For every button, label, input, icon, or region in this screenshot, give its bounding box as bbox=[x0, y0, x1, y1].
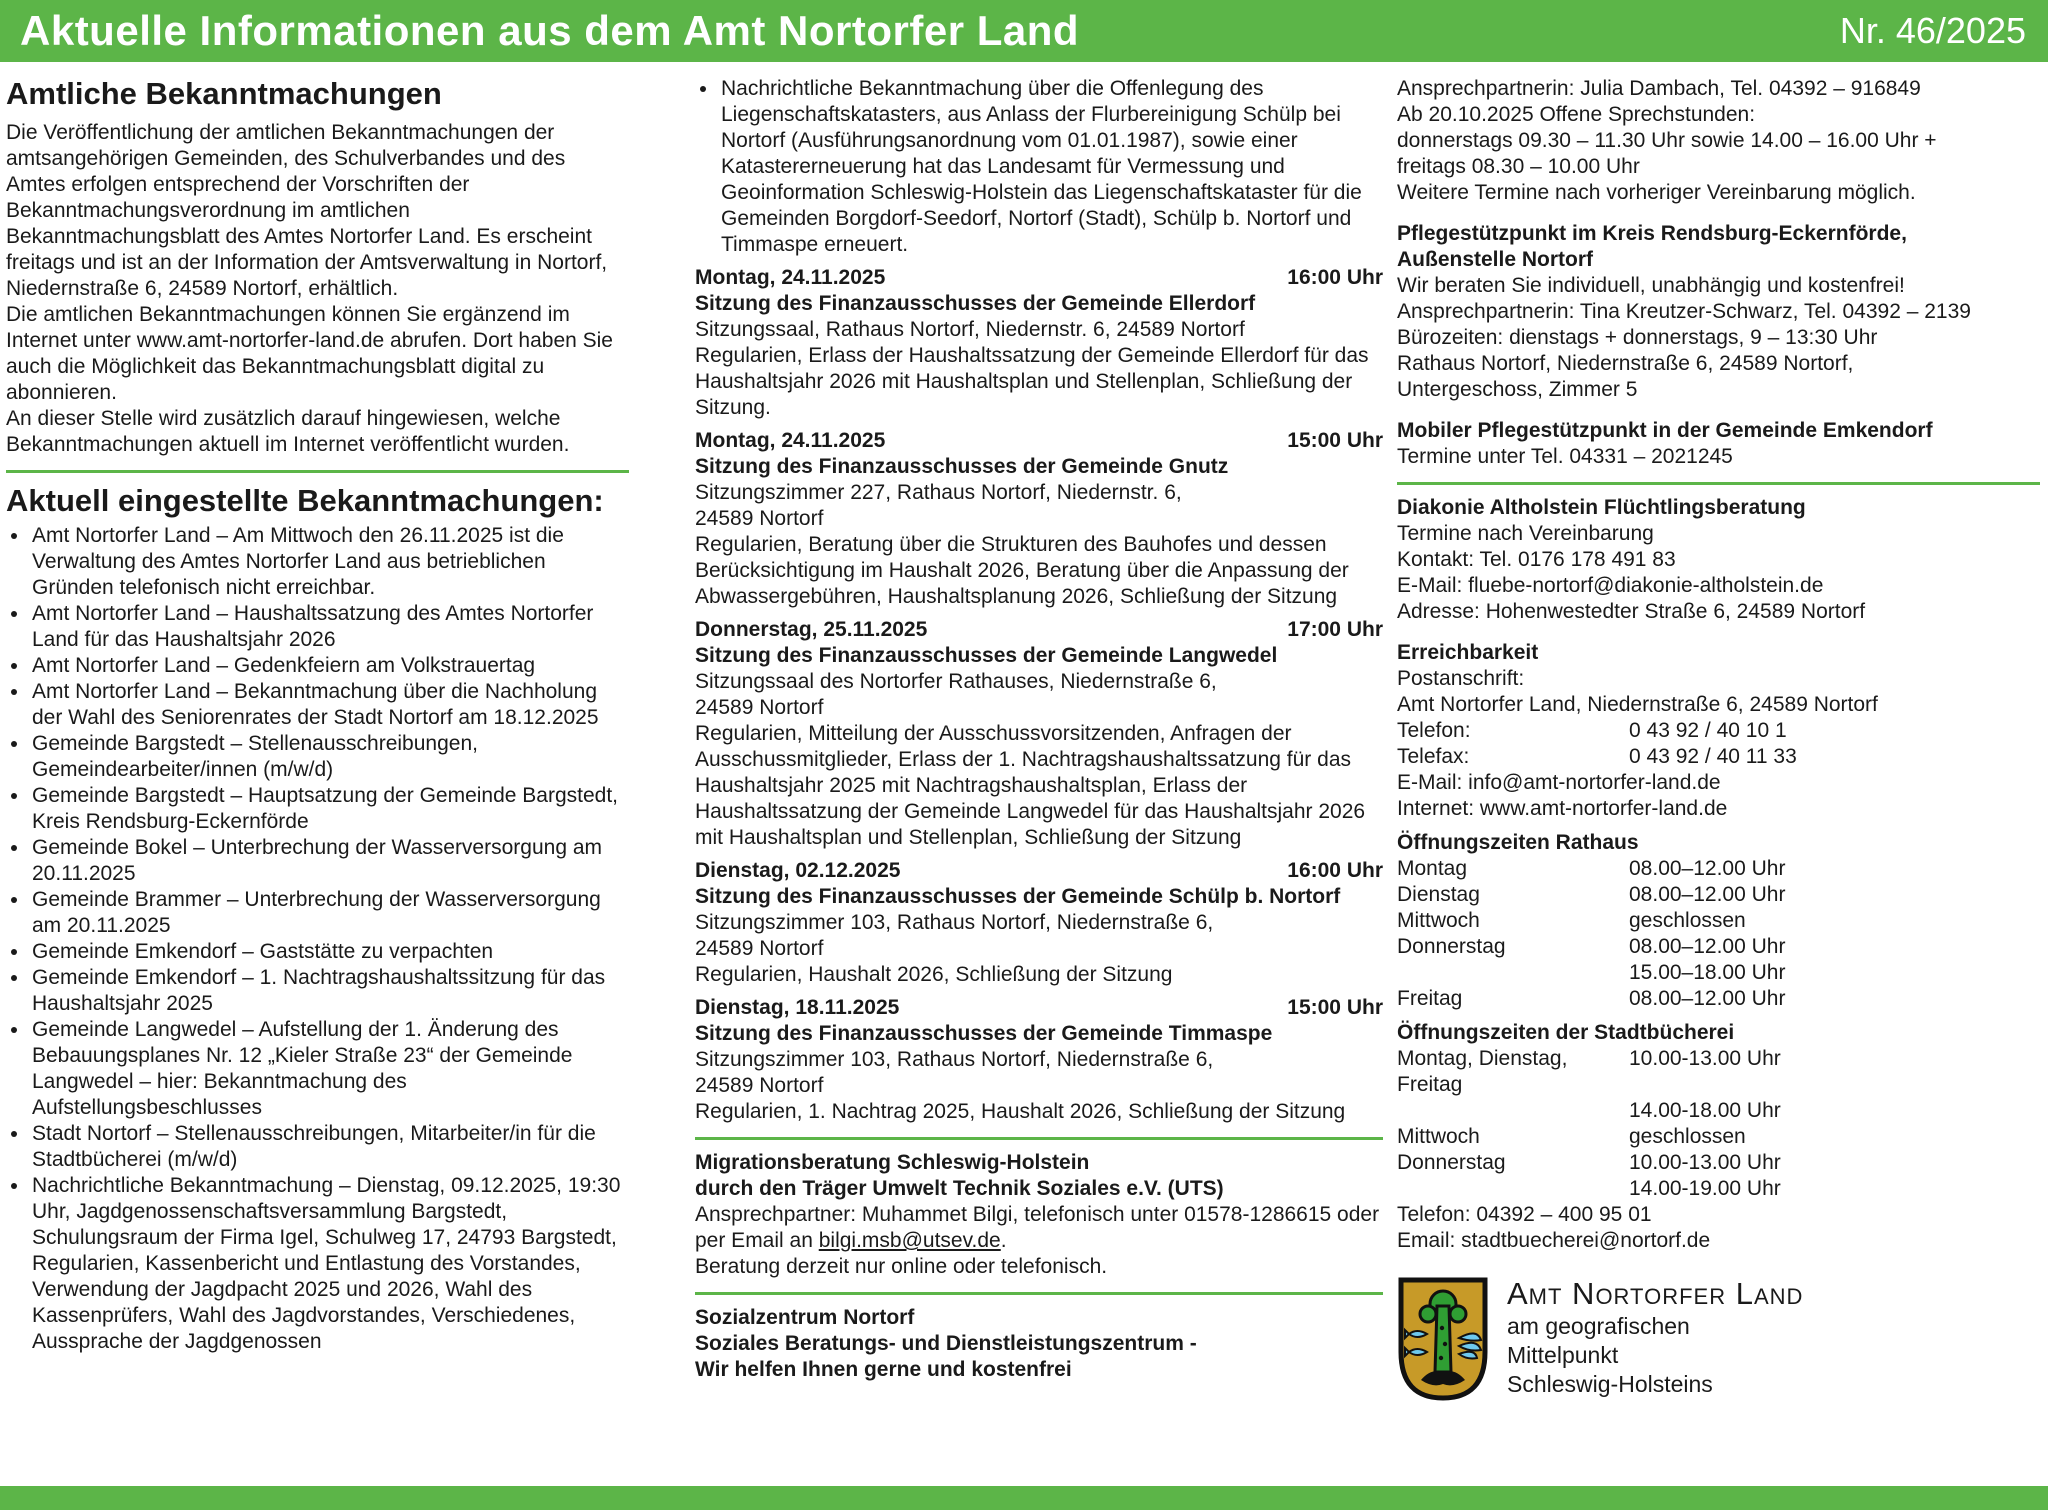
hours-day: Mittwoch bbox=[1397, 909, 1480, 932]
announcement-item: • Amt Nortorfer Land – Bekanntmachung über die Nachholung der Wahl des Seniorenrates der Stadt Nortorf am 18.12.2025 bbox=[30, 679, 629, 731]
column-contacts bbox=[1397, 76, 2040, 1486]
hours-row bbox=[1397, 1150, 2040, 1176]
logo-line: Mittelpunkt bbox=[1507, 1342, 1619, 1368]
meeting-date: Dienstag, 02.12.2025 bbox=[695, 859, 901, 882]
announcement-item: • Amt Nortorfer Land – Am Mittwoch den 26.11.2025 ist die Verwaltung des Amtes Nortorfer Land aus betrieblichen Gründen telefonisch nicht erreichbar. bbox=[30, 523, 629, 601]
paragraph: Die amtlichen Bekanntmachungen können Sie ergänzend im Internet unter www.amt-nortorfer-land.de abrufen. Dort haben Sie auch die Möglichkeit das Bekanntmachungsblatt digital zu abonnieren. bbox=[6, 303, 613, 404]
hours-row bbox=[1397, 1176, 2040, 1202]
meeting-detail-line: 24589 Nortorf bbox=[695, 1074, 824, 1097]
announcement-list bbox=[6, 523, 629, 1355]
hours-time: 10.00-13.00 Uhr bbox=[1629, 1047, 1781, 1070]
meeting-entry bbox=[695, 265, 1383, 421]
logo-name: Amt Nortorfer Land bbox=[1507, 1276, 1804, 1311]
hours-day: Dienstag bbox=[1397, 883, 1480, 906]
meeting-time: 16:00 Uhr bbox=[1287, 859, 1383, 882]
erreichbarkeit-heading: Erreichbarkeit bbox=[1397, 641, 1539, 664]
meeting-detail-line: 24589 Nortorf bbox=[695, 696, 824, 719]
meeting-date: Donnerstag, 25.11.2025 bbox=[695, 618, 928, 641]
announcement-item: • Nachrichtliche Bekanntmachung über die Offenlegung des Liegenschaftskatasters, aus Anlass der Flurbereinigung Schülp bei Nortorf (Ausführungsanordnung vom 01.01.1987), sowie einer Katastererneuerung hat das Landesamt für Vermessung und Geoinformation Schleswig-Holstein das Liegenschaftskataster für die Gemeinden Borgdorf-Seedorf, Nortorf (Stadt), Schülp b. Nortorf und Timmaspe erneuert. bbox=[719, 76, 1383, 258]
hours-day bbox=[1397, 960, 1629, 986]
hours-row bbox=[1397, 934, 2040, 960]
contact-line: Ansprechpartnerin: Julia Dambach, Tel. 04392 – 916849 bbox=[1397, 77, 1921, 100]
hours-day: Mittwoch bbox=[1397, 1125, 1480, 1148]
meeting-detail-line: 24589 Nortorf bbox=[695, 507, 824, 530]
sozialzentrum-line: Soziales Beratungs- und Dienstleistungszentrum - bbox=[695, 1332, 1197, 1355]
meeting-time: 15:00 Uhr bbox=[1287, 429, 1383, 452]
section-heading-aktuell: Aktuell eingestellte Bekanntmachungen: bbox=[6, 483, 604, 518]
contact-line: Weitere Termine nach vorheriger Vereinbarung möglich. bbox=[1397, 181, 1916, 204]
header-bar bbox=[0, 0, 2048, 62]
contact-line: Bürozeiten: dienstags + donnerstags, 9 – 13:30 Uhr bbox=[1397, 326, 1878, 349]
paragraph: Die Veröffentlichung der amtlichen Bekanntmachungen der amtsangehörigen Gemeinden, des Schulverbandes und des Amtes erfolgen entsprechend der Vorschriften der Bekanntmachungsverordnung im amtlichen Bekanntmachungsblatt des Amtes Nortorfer Land. Es erscheint freitags und ist an der Information der Amtsverwaltung in Nortorf, Niedernstraße 6, 24589 Nortorf, erhältlich. bbox=[6, 121, 608, 300]
logo-line: am geografischen bbox=[1507, 1313, 1690, 1339]
hours-day: Donnerstag bbox=[1397, 1151, 1506, 1174]
phone-label: Telefon: bbox=[1397, 719, 1471, 742]
contact-line: Telefon: 04392 – 400 95 01 bbox=[1397, 1203, 1652, 1226]
logo-line: Schleswig-Holsteins bbox=[1507, 1371, 1713, 1397]
meeting-entry bbox=[695, 617, 1383, 851]
meeting-entry bbox=[695, 428, 1383, 610]
announcement-item: • Stadt Nortorf – Stellenausschreibungen, Mitarbeiter/in für die Stadtbücherei (m/w/d) bbox=[30, 1121, 629, 1173]
contact-line: Email: stadtbuecherei@nortorf.de bbox=[1397, 1229, 1711, 1252]
announcement-item: • Gemeinde Bargstedt – Stellenausschreibungen, Gemeindearbeiter/innen (m/w/d) bbox=[30, 731, 629, 783]
issue-number: Nr. 46/2025 bbox=[1839, 10, 2026, 51]
sozialzentrum-kontakt bbox=[1397, 76, 2040, 206]
hours-day: Montag, Dienstag, Freitag bbox=[1397, 1047, 1568, 1096]
contact-line: Rathaus Nortorf, Niedernstraße 6, 24589 Nortorf, bbox=[1397, 352, 1854, 375]
migration-section bbox=[695, 1150, 1383, 1280]
meeting-date: Montag, 24.11.2025 bbox=[695, 266, 886, 289]
meeting-title: Sitzung des Finanzausschusses der Gemeinde Langwedel bbox=[695, 644, 1278, 667]
announcement-item: • Nachrichtliche Bekanntmachung – Dienstag, 09.12.2025, 19:30 Uhr, Jagdgenossenschaftsversammlung Bargstedt, Schulungsraum der Firma Igel, Schulweg 17, 24793 Bargstedt, Regularien, Kassenbericht und Entlastung des Vorstandes, Verwendung der Jagdpacht 2025 und 2026, Wahl des Kassenprüfers, Wahl des Jagdvorstandes, Verschiedenes, Aussprache der Jagdgenossen bbox=[30, 1173, 629, 1355]
section-heading-amtliche: Amtliche Bekanntmachungen bbox=[6, 76, 442, 111]
phone-value: 0 43 92 / 40 10 1 bbox=[1629, 719, 1787, 742]
hours-row bbox=[1397, 882, 2040, 908]
hours-time: 15.00–18.00 Uhr bbox=[1629, 961, 1786, 984]
mobiler-heading: Mobiler Pflegestützpunkt in der Gemeinde Emkendorf bbox=[1397, 419, 1933, 442]
announcement-item: • Gemeinde Langwedel – Aufstellung der 1. Änderung des Bebauungsplanes Nr. 12 „Kieler Straße 23“ der Gemeinde Langwedel – hier: Bekanntmachung des Aufstellungsbeschlusses bbox=[30, 1017, 629, 1121]
announcement-item: • Gemeinde Emkendorf – 1. Nachtragshaushaltssitzung für das Haushaltsjahr 2025 bbox=[30, 965, 629, 1017]
meeting-date: Montag, 24.11.2025 bbox=[695, 429, 886, 452]
hours-day: Montag bbox=[1397, 857, 1468, 880]
meeting-detail-line: Sitzungszimmer 227, Rathaus Nortorf, Niedernstr. 6, bbox=[695, 481, 1182, 504]
buecherei-hours-heading: Öffnungszeiten der Stadtbücherei bbox=[1397, 1021, 1735, 1044]
hours-row bbox=[1397, 960, 2040, 986]
announcement-item: • Amt Nortorfer Land – Haushaltssatzung des Amtes Nortorfer Land für das Haushaltsjahr 2026 bbox=[30, 601, 629, 653]
meeting-title: Sitzung des Finanzausschusses der Gemeinde Ellerdorf bbox=[695, 292, 1256, 315]
meeting-title: Sitzung des Finanzausschusses der Gemeinde Schülp b. Nortorf bbox=[695, 885, 1341, 908]
contact-line: freitags 08.30 – 10.00 Uhr bbox=[1397, 155, 1640, 178]
meeting-date: Dienstag, 18.11.2025 bbox=[695, 996, 900, 1019]
diakonie-section bbox=[1397, 495, 2040, 625]
meeting-detail-line: Sitzungssaal des Nortorfer Rathauses, Niedernstraße 6, bbox=[695, 670, 1217, 693]
meeting-detail-line: Regularien, Erlass der Haushaltssatzung der Gemeinde Ellerdorf für das Haushaltsjahr 2026 mit Haushaltsplan und Stellenplan, Schließung der Sitzung. bbox=[695, 344, 1369, 419]
phone-row bbox=[1397, 744, 2040, 770]
announcement-item: • Gemeinde Bargstedt – Hauptsatzung der Gemeinde Bargstedt, Kreis Rendsburg-Eckernförde bbox=[30, 783, 629, 835]
meeting-detail-line: Sitzungssaal, Rathaus Nortorf, Niedernstr. 6, 24589 Nortorf bbox=[695, 318, 1245, 341]
meeting-title: Sitzung des Finanzausschusses der Gemeinde Gnutz bbox=[695, 455, 1229, 478]
sozialzentrum-line: Wir helfen Ihnen gerne und kostenfrei bbox=[695, 1358, 1072, 1381]
rathaus-hours-heading: Öffnungszeiten Rathaus bbox=[1397, 831, 1639, 854]
meeting-detail-line: 24589 Nortorf bbox=[695, 937, 824, 960]
green-divider bbox=[6, 470, 629, 473]
meeting-time: 15:00 Uhr bbox=[1287, 996, 1383, 1019]
hours-day: Freitag bbox=[1397, 987, 1463, 1010]
hours-row bbox=[1397, 986, 2040, 1012]
migration-contact: Ansprechpartner: Muhammet Bilgi, telefonisch unter 01578-1286615 oder per Email an bilgi.msb@utsev.de. bbox=[695, 1203, 1380, 1252]
hours-row bbox=[1397, 856, 2040, 882]
hours-time: 08.00–12.00 Uhr bbox=[1629, 883, 1786, 906]
column-meetings bbox=[695, 76, 1383, 1486]
paragraph: An dieser Stelle wird zusätzlich darauf hingewiesen, welche Bekanntmachungen aktuell im Internet veröffentlicht wurden. bbox=[6, 407, 570, 456]
contact-line: donnerstags 09.30 – 11.30 Uhr sowie 14.00 – 16.00 Uhr + bbox=[1397, 129, 1937, 152]
contact-line: Termine unter Tel. 04331 – 2021245 bbox=[1397, 445, 1733, 468]
green-divider bbox=[695, 1292, 1383, 1295]
meeting-time: 16:00 Uhr bbox=[1287, 266, 1383, 289]
contact-line: E-Mail: info@amt-nortorfer-land.de bbox=[1397, 771, 1721, 794]
meeting-title: Sitzung des Finanzausschusses der Gemeinde Timmaspe bbox=[695, 1022, 1273, 1045]
meeting-detail-line: Sitzungszimmer 103, Rathaus Nortorf, Niedernstraße 6, bbox=[695, 911, 1214, 934]
announcement-item: • Gemeinde Emkendorf – Gaststätte zu verpachten bbox=[30, 939, 629, 965]
contact-line: E-Mail: fluebe-nortorf@diakonie-altholstein.de bbox=[1397, 574, 1824, 597]
contact-line: Untergeschoss, Zimmer 5 bbox=[1397, 378, 1638, 401]
hours-row bbox=[1397, 1098, 2040, 1124]
sozialzentrum-section bbox=[695, 1305, 1383, 1383]
hours-day: Donnerstag bbox=[1397, 935, 1506, 958]
coat-of-arms-icon bbox=[1397, 1276, 1489, 1402]
page-title: Aktuelle Informationen aus dem Amt Nortorfer Land bbox=[20, 7, 1080, 54]
hours-time: 08.00–12.00 Uhr bbox=[1629, 987, 1786, 1010]
meeting-detail-line: Regularien, 1. Nachtrag 2025, Haushalt 2026, Schließung der Sitzung bbox=[695, 1100, 1346, 1123]
hours-time: 14.00-18.00 Uhr bbox=[1629, 1099, 1781, 1122]
announcement-item: • Gemeinde Brammer – Unterbrechung der Wasserversorgung am 20.11.2025 bbox=[30, 887, 629, 939]
mobiler-pflegestuetzpunkt-section bbox=[1397, 418, 2040, 470]
amt-logo bbox=[1397, 1276, 2040, 1402]
green-divider bbox=[1397, 482, 2040, 485]
hours-day bbox=[1397, 1098, 1629, 1124]
erreichbarkeit-section bbox=[1397, 640, 2040, 822]
diakonie-heading: Diakonie Altholstein Flüchtlingsberatung bbox=[1397, 496, 1806, 519]
hours-row bbox=[1397, 1124, 2040, 1150]
contact-line: Amt Nortorfer Land, Niedernstraße 6, 24589 Nortorf bbox=[1397, 693, 1878, 716]
content-columns bbox=[0, 62, 2048, 1486]
announcement-item: • Amt Nortorfer Land – Gedenkfeiern am Volkstrauertag bbox=[30, 653, 629, 679]
hours-time: 14.00-19.00 Uhr bbox=[1629, 1177, 1781, 1200]
contact-line: Adresse: Hohenwestedter Straße 6, 24589 Nortorf bbox=[1397, 600, 1866, 623]
sozialzentrum-heading: Sozialzentrum Nortorf bbox=[695, 1306, 915, 1329]
hours-time: geschlossen bbox=[1629, 1125, 1746, 1148]
hours-time: geschlossen bbox=[1629, 909, 1746, 932]
migration-note: Beratung derzeit nur online oder telefonisch. bbox=[695, 1255, 1108, 1278]
pflege-heading2: Außenstelle Nortorf bbox=[1397, 248, 1594, 271]
meeting-detail-line: Regularien, Haushalt 2026, Schließung der Sitzung bbox=[695, 963, 1173, 986]
contact-line: Termine nach Vereinbarung bbox=[1397, 522, 1654, 545]
email-link[interactable]: bilgi.msb@utsev.de bbox=[818, 1229, 1001, 1252]
column-official-announcements bbox=[6, 76, 629, 1486]
meeting-entry bbox=[695, 858, 1383, 988]
rathaus-hours-section bbox=[1397, 830, 2040, 1012]
announcement-item: • Gemeinde Bokel – Unterbrechung der Wasserversorgung am 20.11.2025 bbox=[30, 835, 629, 887]
phone-value: 0 43 92 / 40 11 33 bbox=[1629, 745, 1797, 768]
contact-line: Kontakt: Tel. 0176 178 491 83 bbox=[1397, 548, 1676, 571]
pflegestuetzpunkt-section bbox=[1397, 221, 2040, 403]
pflege-heading: Pflegestützpunkt im Kreis Rendsburg-Eckernförde, bbox=[1397, 222, 1907, 245]
phone-row bbox=[1397, 718, 2040, 744]
contact-line: Ansprechpartnerin: Tina Kreutzer-Schwarz, Tel. 04392 – 2139 bbox=[1397, 300, 1971, 323]
hours-time: 10.00-13.00 Uhr bbox=[1629, 1151, 1781, 1174]
meeting-detail-line: Regularien, Mitteilung der Ausschussvorsitzenden, Anfragen der Ausschussmitglieder, Erlass der 1. Nachtragshaushaltssatzung für das Haushaltsjahr 2025 mit Nachtragshaushaltsplan, Erlass der Haushaltssatzung der Gemeinde Langwedel für das Haushaltsjahr 2026 mit Haushaltsplan und Stellenplan, Schließung der Sitzung bbox=[695, 722, 1366, 849]
hours-row bbox=[1397, 1046, 2040, 1098]
hours-time: 08.00–12.00 Uhr bbox=[1629, 935, 1786, 958]
hours-time: 08.00–12.00 Uhr bbox=[1629, 857, 1786, 880]
meeting-detail-line: Regularien, Beratung über die Strukturen des Bauhofes und dessen Berücksichtigung im Haushalt 2026, Beratung über die Anpassung der Abwassergebühren, Haushaltsplanung 2026, Schließung der Sitzung bbox=[695, 533, 1349, 608]
green-divider bbox=[695, 1137, 1383, 1140]
phone-label: Telefax: bbox=[1397, 745, 1470, 768]
contact-line: Wir beraten Sie individuell, unabhängig und kostenfrei! bbox=[1397, 274, 1905, 297]
footer-bar bbox=[0, 1486, 2048, 1510]
migration-heading: Migrationsberatung Schleswig-Holstein bbox=[695, 1151, 1090, 1174]
hours-day bbox=[1397, 1176, 1629, 1202]
hours-row bbox=[1397, 908, 2040, 934]
meeting-time: 17:00 Uhr bbox=[1287, 618, 1383, 641]
logo-text bbox=[1507, 1276, 1803, 1399]
migration-subheading: durch den Träger Umwelt Technik Soziales e.V. (UTS) bbox=[695, 1177, 1224, 1200]
contact-line: Internet: www.amt-nortorfer-land.de bbox=[1397, 797, 1728, 820]
announcement-list-continued bbox=[695, 76, 1383, 258]
buecherei-hours-section bbox=[1397, 1020, 2040, 1254]
meeting-entry bbox=[695, 995, 1383, 1125]
meeting-detail-line: Sitzungszimmer 103, Rathaus Nortorf, Niedernstraße 6, bbox=[695, 1048, 1214, 1071]
contact-line: Postanschrift: bbox=[1397, 667, 1525, 690]
contact-line: Ab 20.10.2025 Offene Sprechstunden: bbox=[1397, 103, 1756, 126]
